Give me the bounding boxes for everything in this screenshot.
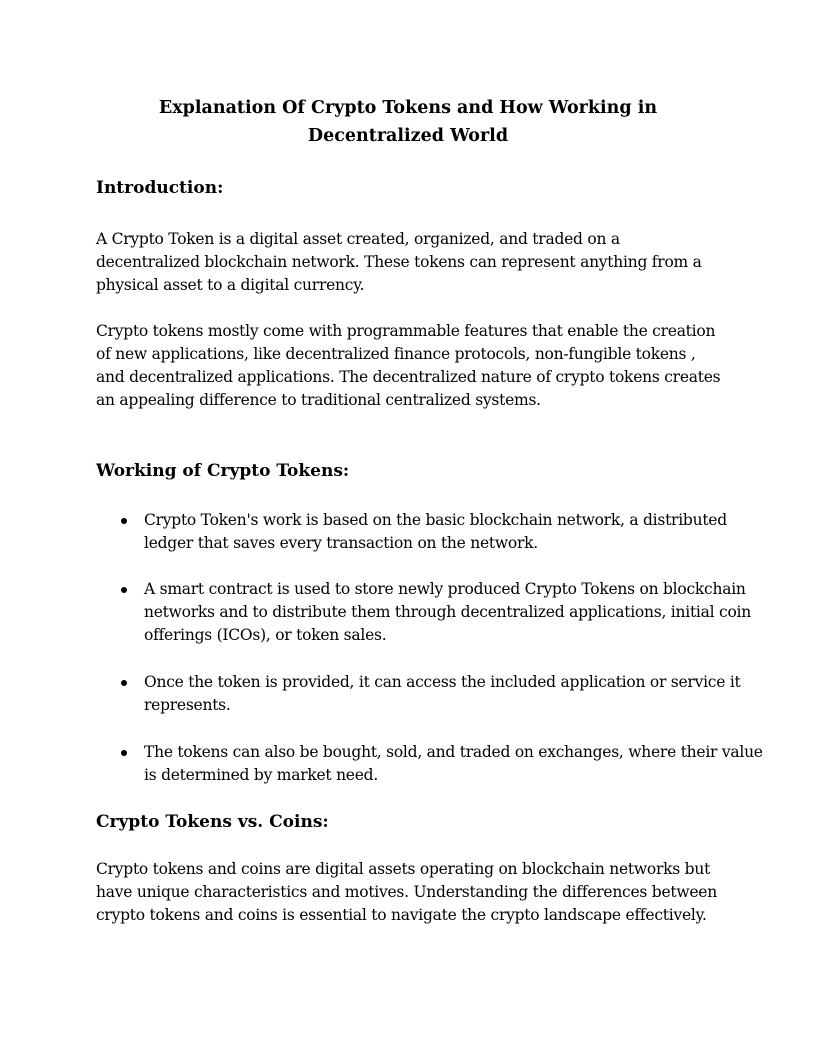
introduction-paragraph-2: Crypto tokens mostly come with programmable features that enable the creation of new applications, like decentralized finance protocols, non-fungible tokens , and decentralized applications. The decentralized nature of crypto tokens creates an appealing difference to traditional centralized systems.	[96, 322, 721, 409]
vs-coins-heading: Crypto Tokens vs. Coins:	[96, 812, 329, 832]
document-title: Explanation Of Crypto Tokens and How Working in Decentralized World	[158, 98, 658, 146]
bullet-item	[96, 509, 772, 555]
bullet-text: Once the token is provided, it can access the included application or service it represents.	[144, 673, 741, 714]
bullet-item	[96, 741, 772, 787]
introduction-heading: Introduction:	[96, 178, 224, 198]
bullet-dot-icon	[121, 680, 127, 686]
working-heading: Working of Crypto Tokens:	[96, 461, 350, 481]
introduction-paragraph-1: A Crypto Token is a digital asset created, organized, and traded on a decentralized blockchain network. These tokens can represent anything from a physical asset to a digital currency.	[96, 230, 702, 294]
bullet-text: A smart contract is used to store newly produced Crypto Tokens on blockchain networks and to distribute them through decentralized applications, initial coin offerings (ICOs), or token sales.	[144, 580, 751, 644]
bullet-dot-icon	[121, 587, 127, 593]
bullet-item	[96, 671, 772, 717]
vs-coins-paragraph-1: Crypto tokens and coins are digital assets operating on blockchain networks but have unique characteristics and motives. Understanding the differences between crypto tokens and coins is essential to navigate the crypto landscape effectively.	[96, 860, 717, 924]
bullet-text: The tokens can also be bought, sold, and traded on exchanges, where their value is determined by market need.	[144, 743, 763, 784]
bullet-item	[96, 578, 772, 647]
bullet-text: Crypto Token's work is based on the basic blockchain network, a distributed ledger that saves every transaction on the network.	[144, 511, 727, 552]
bullet-dot-icon	[121, 750, 127, 756]
bullet-dot-icon	[121, 518, 127, 524]
